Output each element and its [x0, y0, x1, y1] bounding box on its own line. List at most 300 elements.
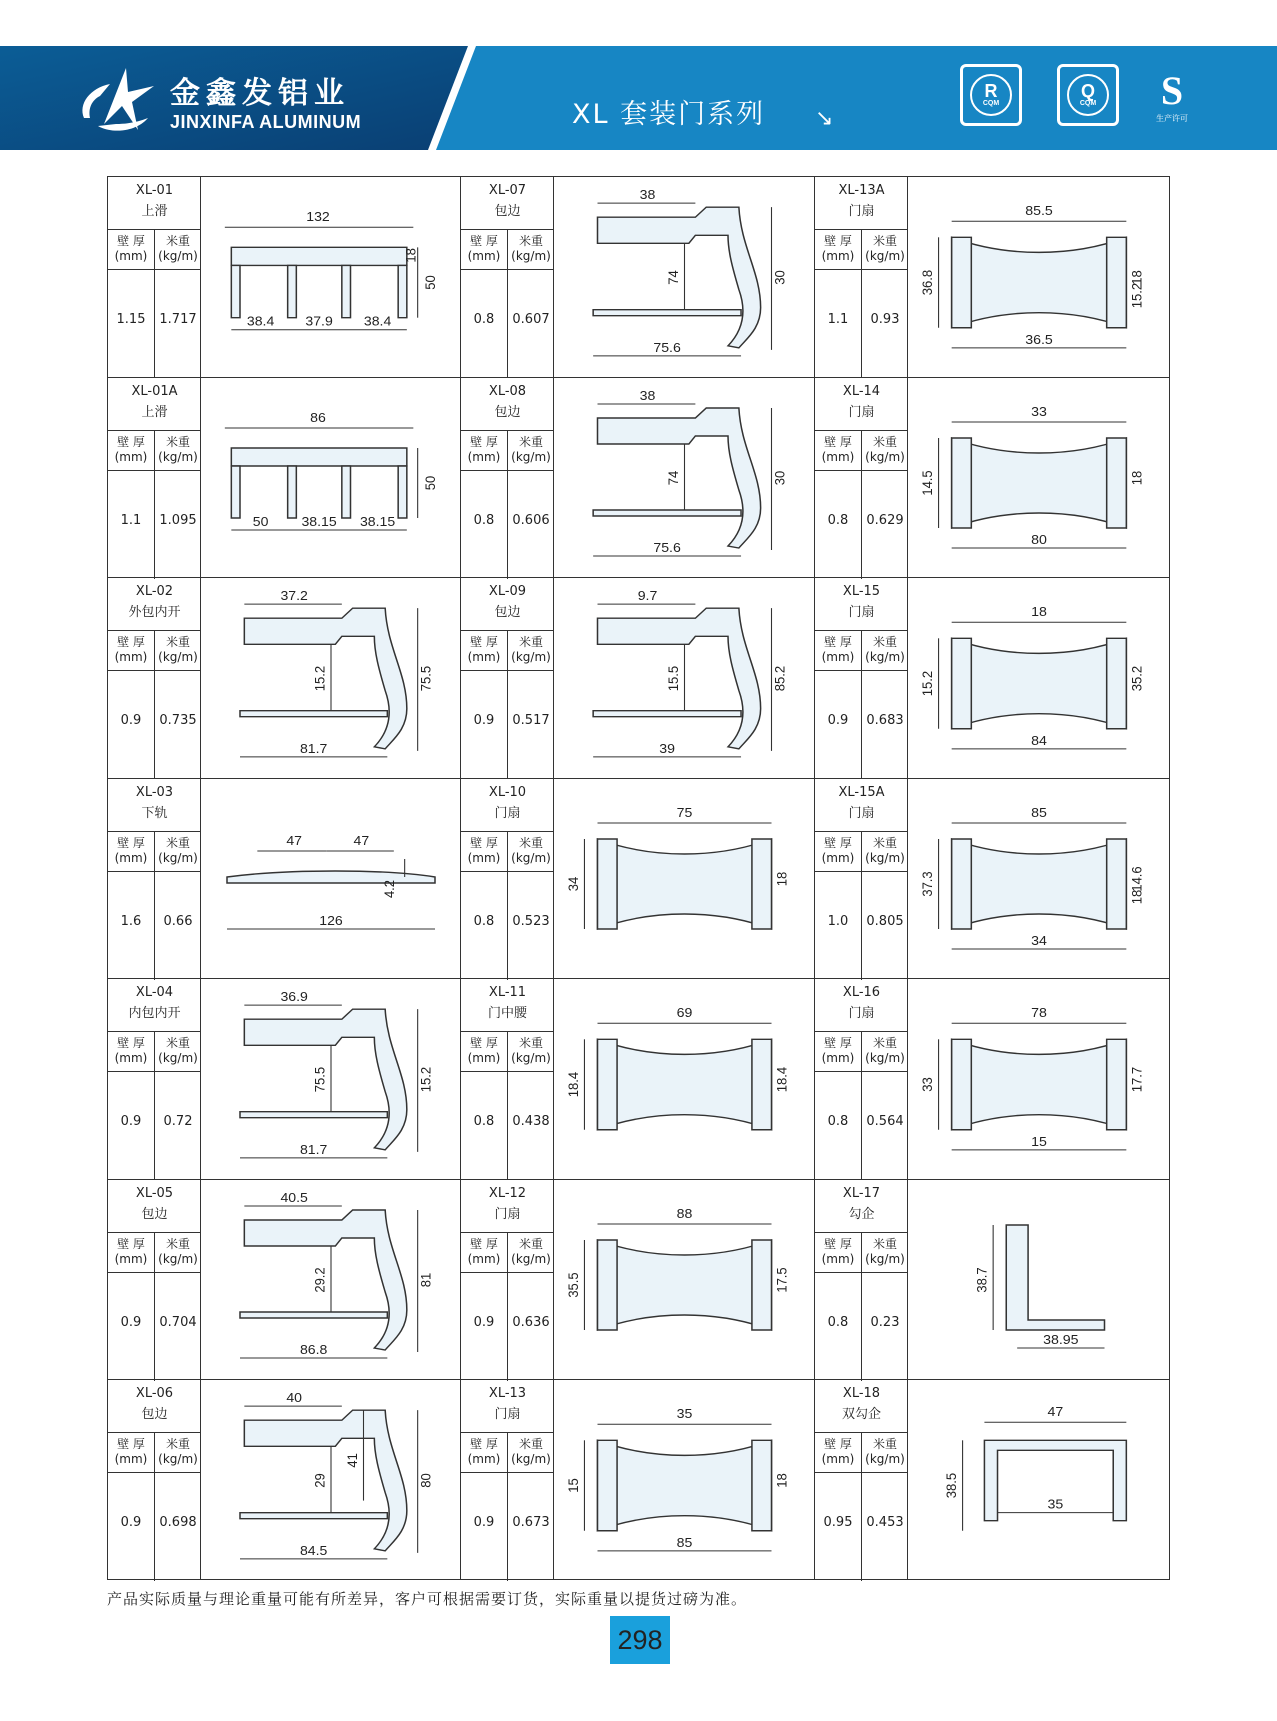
wall-unit: (mm): [467, 851, 501, 865]
weight-label: 米重: [165, 1036, 190, 1050]
weight-label: 米重: [165, 234, 190, 248]
product-name: 内包内开: [128, 1006, 181, 1021]
profile-shape: [231, 466, 406, 518]
meter-weight-header: [155, 1036, 201, 1066]
wall-thickness-header: [108, 234, 154, 264]
weight-unit: (kg/m): [158, 1452, 198, 1466]
spec-header: [461, 430, 554, 470]
profile-diagram: [908, 578, 1170, 779]
product-name: 下轨: [141, 806, 168, 821]
spec-header: [461, 229, 554, 269]
profile-diagram: [201, 378, 461, 578]
weight-unit: (kg/m): [865, 450, 905, 464]
product-info-cell: [107, 377, 200, 577]
meter-weight-header: [508, 435, 554, 465]
wall-label: 壁 厚: [470, 1437, 498, 1451]
spec-header: [461, 831, 554, 871]
series-title: XL 套装门系列: [572, 99, 766, 130]
dimension-label: 29.2: [312, 1267, 328, 1293]
wall-thickness-header: [461, 1237, 507, 1267]
profile-drawing-cell: [200, 978, 460, 1179]
dimension-label: 15.2: [1129, 282, 1145, 309]
product-name: 外包内开: [128, 605, 181, 620]
dimension-label: 86.8: [299, 1342, 328, 1357]
brand-name-en: JINXINFA ALUMINUM: [170, 112, 362, 132]
dimension-label: 39: [659, 741, 675, 756]
product-code: XL-11: [488, 985, 527, 1000]
page-number: 298: [610, 1616, 670, 1664]
wall-thickness-header: [815, 234, 861, 264]
spec-header: [108, 229, 201, 269]
dimension-label: 18.4: [565, 1071, 582, 1098]
product-name: 门扇: [494, 806, 521, 821]
weight-label: 米重: [165, 1437, 190, 1451]
dimension-label: 75.6: [653, 540, 681, 555]
product-info-cell: [460, 978, 553, 1179]
product-name: 包边: [141, 1407, 168, 1422]
profile-shape: [598, 1240, 772, 1330]
dimension-label: 38.15: [359, 514, 396, 529]
cert-letter: S: [1160, 68, 1184, 113]
dimension-label: 18: [1129, 889, 1145, 905]
dimension-label: 81.7: [299, 741, 328, 756]
dimension-label: 35: [676, 1406, 693, 1422]
wall-unit: (mm): [114, 249, 148, 263]
weight-label: 米重: [165, 435, 190, 449]
dimension-label: 30: [772, 270, 788, 285]
column-divider: [154, 1433, 155, 1581]
spec-header: [815, 229, 908, 269]
row-divider: [461, 1071, 554, 1072]
weight-label: 米重: [872, 234, 897, 248]
product-table: [107, 176, 1170, 1580]
wall-thickness-header: [815, 1036, 861, 1066]
brand-name-cn: 金鑫发铝业: [170, 76, 350, 111]
dimension-label: 38: [639, 187, 656, 202]
dimension-label: 50: [252, 514, 269, 529]
wall-unit: (mm): [821, 249, 855, 263]
wall-label: 壁 厚: [117, 435, 145, 449]
weight-label: 米重: [872, 836, 897, 850]
spec-header: [461, 630, 554, 670]
product-code: XL-01: [135, 183, 174, 198]
wall-unit: (mm): [467, 249, 501, 263]
wall-label: 壁 厚: [470, 435, 498, 449]
profile-drawing-cell: [553, 1179, 814, 1379]
dimension-label: 84.5: [299, 1543, 328, 1558]
row-divider: [108, 670, 201, 671]
dimension-label: 74: [665, 270, 682, 285]
dimension-label: 9.7: [637, 588, 658, 603]
profile-diagram: [554, 177, 815, 378]
meter-weight-header: [155, 435, 201, 465]
column-divider: [861, 1032, 862, 1180]
wall-label: 壁 厚: [824, 1036, 852, 1050]
product-info-cell: [107, 1379, 200, 1580]
profile-shape: [1006, 1225, 1104, 1330]
wall-label: 壁 厚: [470, 635, 498, 649]
profile-drawing-cell: [200, 176, 460, 377]
cert-label: CQM: [982, 99, 1000, 107]
profile-shape: [227, 871, 435, 883]
column-divider: [507, 230, 508, 378]
product-name: 勾企: [848, 1207, 875, 1222]
wall-thickness-value: 1.6: [120, 914, 142, 929]
profile-shape: [231, 265, 406, 317]
product-info-cell: [460, 176, 553, 377]
profile-drawing-cell: [553, 1379, 814, 1580]
product-name: 门扇: [848, 204, 875, 219]
wall-label: 壁 厚: [117, 1036, 145, 1050]
product-name: 门扇: [848, 605, 875, 620]
profile-shape: [952, 638, 1127, 728]
product-name: 门扇: [494, 1207, 521, 1222]
wall-thickness-value: 1.15: [116, 312, 146, 327]
table-border-bottom: [107, 1579, 1170, 1580]
dimension-label: 18: [774, 871, 790, 887]
wall-thickness-value: 0.9: [120, 1515, 142, 1530]
profile-diagram: [908, 1380, 1170, 1581]
weight-label: 米重: [518, 1237, 543, 1251]
product-info-cell: [460, 778, 553, 978]
weight-unit: (kg/m): [511, 650, 551, 664]
wall-thickness-header: [108, 1437, 154, 1467]
spec-header: [461, 1031, 554, 1071]
qs-icon: [1148, 68, 1196, 128]
meter-weight-value: 0.629: [866, 513, 904, 528]
row-divider: [108, 269, 201, 270]
arrow-icon: ↘: [815, 106, 834, 131]
meter-weight-value: 0.564: [866, 1114, 904, 1129]
weight-unit: (kg/m): [511, 851, 551, 865]
dimension-label: 81: [418, 1272, 434, 1288]
product-info-cell: [814, 978, 907, 1179]
weight-unit: (kg/m): [158, 450, 198, 464]
wall-unit: (mm): [114, 650, 148, 664]
profile-diagram: [554, 1380, 815, 1581]
profile-drawing-cell: [907, 577, 1169, 778]
profile-drawing-cell: [200, 377, 460, 577]
dimension-label: 30: [772, 470, 788, 486]
dimension-label: 47: [286, 833, 303, 848]
dimension-label: 33: [1031, 404, 1047, 419]
cert-label: 生产许可: [1156, 114, 1188, 123]
wall-thickness-value: 0.8: [827, 1114, 849, 1129]
column-divider: [861, 1433, 862, 1581]
dimension-label: 15.2: [312, 665, 328, 692]
wall-thickness-value: 0.8: [473, 1114, 495, 1129]
meter-weight-value: 1.717: [159, 312, 197, 327]
meter-weight-header: [155, 635, 201, 665]
dimension-label: 36.9: [280, 989, 308, 1004]
column-divider: [861, 431, 862, 579]
profile-drawing-cell: [553, 577, 814, 778]
meter-weight-value: 0.438: [512, 1114, 550, 1129]
dimension-label: 38.5: [943, 1472, 960, 1499]
row-divider: [108, 1272, 201, 1273]
dimension-label: 18: [1129, 270, 1145, 285]
dimension-label: 85.5: [1025, 203, 1053, 219]
column-divider: [861, 832, 862, 980]
row-divider: [108, 871, 201, 872]
product-name: 上滑: [141, 204, 168, 219]
profile-drawing-cell: [907, 778, 1169, 978]
profile-diagram: [554, 378, 815, 578]
profile-drawing-cell: [200, 778, 460, 978]
product-name: 门中腰: [487, 1006, 527, 1021]
profile-shape: [231, 247, 406, 265]
wall-thickness-header: [815, 836, 861, 866]
profile-diagram: [201, 1180, 461, 1380]
dimension-label: 41: [344, 1453, 361, 1468]
dimension-label: 75.5: [418, 665, 434, 692]
product-name: 门扇: [848, 806, 875, 821]
wall-unit: (mm): [114, 1051, 148, 1065]
product-code: XL-07: [488, 183, 527, 198]
profile-drawing-cell: [553, 978, 814, 1179]
dimension-label: 80: [418, 1473, 434, 1488]
product-info-cell: [460, 1379, 553, 1580]
dimension-label: 69: [676, 1005, 693, 1021]
dimension-label: 85: [676, 1535, 693, 1550]
cert-letter: Q: [1080, 80, 1095, 101]
dimension-label: 35.5: [565, 1272, 582, 1298]
meter-weight-value: 0.735: [159, 713, 197, 728]
dimension-label: 17.7: [1129, 1066, 1145, 1093]
wall-thickness-header: [461, 234, 507, 264]
dimension-label: 132: [306, 209, 330, 225]
wall-thickness-value: 0.9: [827, 713, 849, 728]
wall-thickness-value: 1.1: [827, 312, 849, 327]
row-divider: [815, 269, 908, 270]
weight-label: 米重: [518, 435, 543, 449]
dimension-label: 37.9: [305, 314, 333, 329]
meter-weight-value: 0.636: [512, 1315, 550, 1330]
meter-weight-header: [155, 1437, 201, 1467]
product-code: XL-02: [135, 584, 174, 599]
profile-diagram: [908, 979, 1170, 1180]
weight-label: 米重: [165, 836, 190, 850]
dimension-label: 85.2: [772, 665, 788, 692]
dimension-label: 85: [1031, 805, 1047, 820]
meter-weight-value: 0.93: [870, 312, 900, 327]
meter-weight-header: [155, 836, 201, 866]
column-divider: [861, 631, 862, 779]
weight-label: 米重: [165, 1237, 190, 1251]
wall-thickness-header: [461, 635, 507, 665]
weight-unit: (kg/m): [865, 1452, 905, 1466]
profile-drawing-cell: [907, 176, 1169, 377]
dimension-label: 18: [403, 248, 419, 263]
table-border-right: [1169, 176, 1170, 1580]
profile-diagram: [554, 779, 815, 979]
profile-diagram: [908, 177, 1170, 378]
weight-label: 米重: [165, 635, 190, 649]
product-code: XL-01A: [131, 384, 178, 399]
weight-unit: (kg/m): [865, 249, 905, 263]
dimension-label: 50: [422, 275, 439, 290]
profile-diagram: [908, 378, 1170, 578]
weight-unit: (kg/m): [865, 650, 905, 664]
spec-header: [815, 1031, 908, 1071]
column-divider: [507, 1233, 508, 1381]
column-divider: [507, 1032, 508, 1180]
wall-thickness-header: [108, 836, 154, 866]
wall-thickness-header: [461, 1036, 507, 1066]
wall-label: 壁 厚: [824, 435, 852, 449]
wall-thickness-header: [108, 635, 154, 665]
product-code: XL-15: [842, 584, 881, 599]
dimension-label: 17.5: [774, 1267, 790, 1293]
row-divider: [815, 1071, 908, 1072]
weight-unit: (kg/m): [865, 851, 905, 865]
product-info-cell: [107, 778, 200, 978]
dimension-label: 38.7: [974, 1267, 990, 1293]
wall-thickness-header: [815, 1437, 861, 1467]
product-code: XL-18: [842, 1386, 881, 1401]
dimension-label: 40.5: [280, 1190, 308, 1205]
profile-shape: [952, 1039, 1127, 1129]
meter-weight-value: 0.673: [512, 1515, 550, 1530]
meter-weight-header: [862, 1437, 908, 1467]
profile-shape: [231, 448, 406, 466]
product-name: 门扇: [848, 1006, 875, 1021]
weight-label: 米重: [518, 836, 543, 850]
product-info-cell: [814, 377, 907, 577]
dimension-label: 78: [1031, 1005, 1047, 1021]
wall-thickness-value: 1.1: [120, 513, 142, 528]
dimension-label: 14.6: [1129, 866, 1145, 892]
dimension-label: 75.5: [312, 1066, 328, 1093]
wall-thickness-value: 0.9: [473, 713, 495, 728]
wall-thickness-value: 0.8: [827, 1315, 849, 1330]
dimension-label: 18: [774, 1473, 790, 1488]
dimension-label: 88: [676, 1206, 693, 1221]
wall-label: 壁 厚: [117, 234, 145, 248]
meter-weight-value: 0.607: [512, 312, 550, 327]
wall-thickness-value: 0.9: [120, 1315, 142, 1330]
weight-label: 米重: [872, 1437, 897, 1451]
meter-weight-value: 0.698: [159, 1515, 197, 1530]
dimension-label: 18.4: [774, 1066, 790, 1093]
meter-weight-value: 1.095: [159, 513, 197, 528]
profile-shape: [952, 237, 1127, 327]
wall-label: 壁 厚: [824, 635, 852, 649]
weight-unit: (kg/m): [865, 1051, 905, 1065]
spec-header: [815, 430, 908, 470]
row-divider: [461, 871, 554, 872]
wall-thickness-header: [108, 1237, 154, 1267]
wall-label: 壁 厚: [824, 1237, 852, 1251]
profile-shape: [598, 839, 772, 929]
product-code: XL-13: [488, 1386, 527, 1401]
product-code: XL-08: [488, 384, 527, 399]
product-code: XL-13A: [838, 183, 885, 198]
product-info-cell: [107, 577, 200, 778]
profile-drawing-cell: [907, 377, 1169, 577]
row-divider: [815, 470, 908, 471]
profile-diagram: [201, 1380, 461, 1581]
wall-label: 壁 厚: [470, 1237, 498, 1251]
profile-drawing-cell: [553, 176, 814, 377]
meter-weight-header: [508, 1437, 554, 1467]
profile-diagram: [554, 1180, 815, 1380]
wall-label: 壁 厚: [470, 1036, 498, 1050]
q-cqm-icon: [1057, 64, 1119, 126]
row-divider: [108, 1472, 201, 1473]
product-info-cell: [814, 778, 907, 978]
profile-diagram: [201, 578, 461, 779]
wall-unit: (mm): [467, 450, 501, 464]
weight-unit: (kg/m): [511, 249, 551, 263]
profile-diagram: [908, 779, 1170, 979]
wall-thickness-value: 0.9: [120, 713, 142, 728]
column-divider: [507, 631, 508, 779]
dimension-label: 14.5: [919, 470, 936, 496]
weight-label: 米重: [518, 1036, 543, 1050]
wall-thickness-value: 0.9: [120, 1114, 142, 1129]
weight-label: 米重: [872, 1036, 897, 1050]
dimension-label: 18: [1031, 604, 1047, 620]
spec-header: [815, 630, 908, 670]
dimension-label: 74: [665, 470, 682, 486]
column-divider: [154, 631, 155, 779]
product-code: XL-04: [135, 985, 174, 1000]
wall-thickness-header: [461, 1437, 507, 1467]
meter-weight-header: [862, 836, 908, 866]
meter-weight-value: 0.606: [512, 513, 550, 528]
wall-label: 壁 厚: [470, 836, 498, 850]
wall-unit: (mm): [467, 650, 501, 664]
meter-weight-value: 0.66: [163, 914, 193, 929]
weight-unit: (kg/m): [158, 650, 198, 664]
wall-label: 壁 厚: [824, 1437, 852, 1451]
column-divider: [861, 1233, 862, 1381]
meter-weight-value: 0.523: [512, 914, 550, 929]
weight-label: 米重: [872, 1237, 897, 1251]
meter-weight-header: [155, 234, 201, 264]
column-divider: [507, 1433, 508, 1581]
meter-weight-header: [862, 435, 908, 465]
wall-label: 壁 厚: [824, 234, 852, 248]
profile-shape: [598, 1440, 772, 1530]
product-code: XL-12: [488, 1186, 527, 1201]
wall-thickness-value: 0.8: [473, 312, 495, 327]
product-name: 包边: [494, 605, 521, 620]
profile-drawing-cell: [907, 1179, 1169, 1379]
profile-diagram: [201, 177, 461, 378]
profile-shape: [598, 1039, 772, 1129]
dimension-label: 50: [422, 475, 439, 491]
wall-unit: (mm): [114, 1452, 148, 1466]
weight-label: 米重: [872, 435, 897, 449]
weight-unit: (kg/m): [511, 1051, 551, 1065]
meter-weight-header: [155, 1237, 201, 1267]
wall-unit: (mm): [821, 851, 855, 865]
meter-weight-value: 0.517: [512, 713, 550, 728]
profile-shape: [952, 438, 1127, 528]
profile-drawing-cell: [553, 778, 814, 978]
product-info-cell: [460, 377, 553, 577]
meter-weight-header: [508, 836, 554, 866]
product-name: 包边: [494, 204, 521, 219]
product-info-cell: [107, 1179, 200, 1379]
wall-thickness-value: 0.95: [823, 1515, 853, 1530]
r-cqm-icon: [960, 64, 1022, 126]
meter-weight-value: 0.805: [866, 914, 904, 929]
dimension-label: 75: [676, 805, 693, 820]
meter-weight-value: 0.453: [866, 1515, 904, 1530]
